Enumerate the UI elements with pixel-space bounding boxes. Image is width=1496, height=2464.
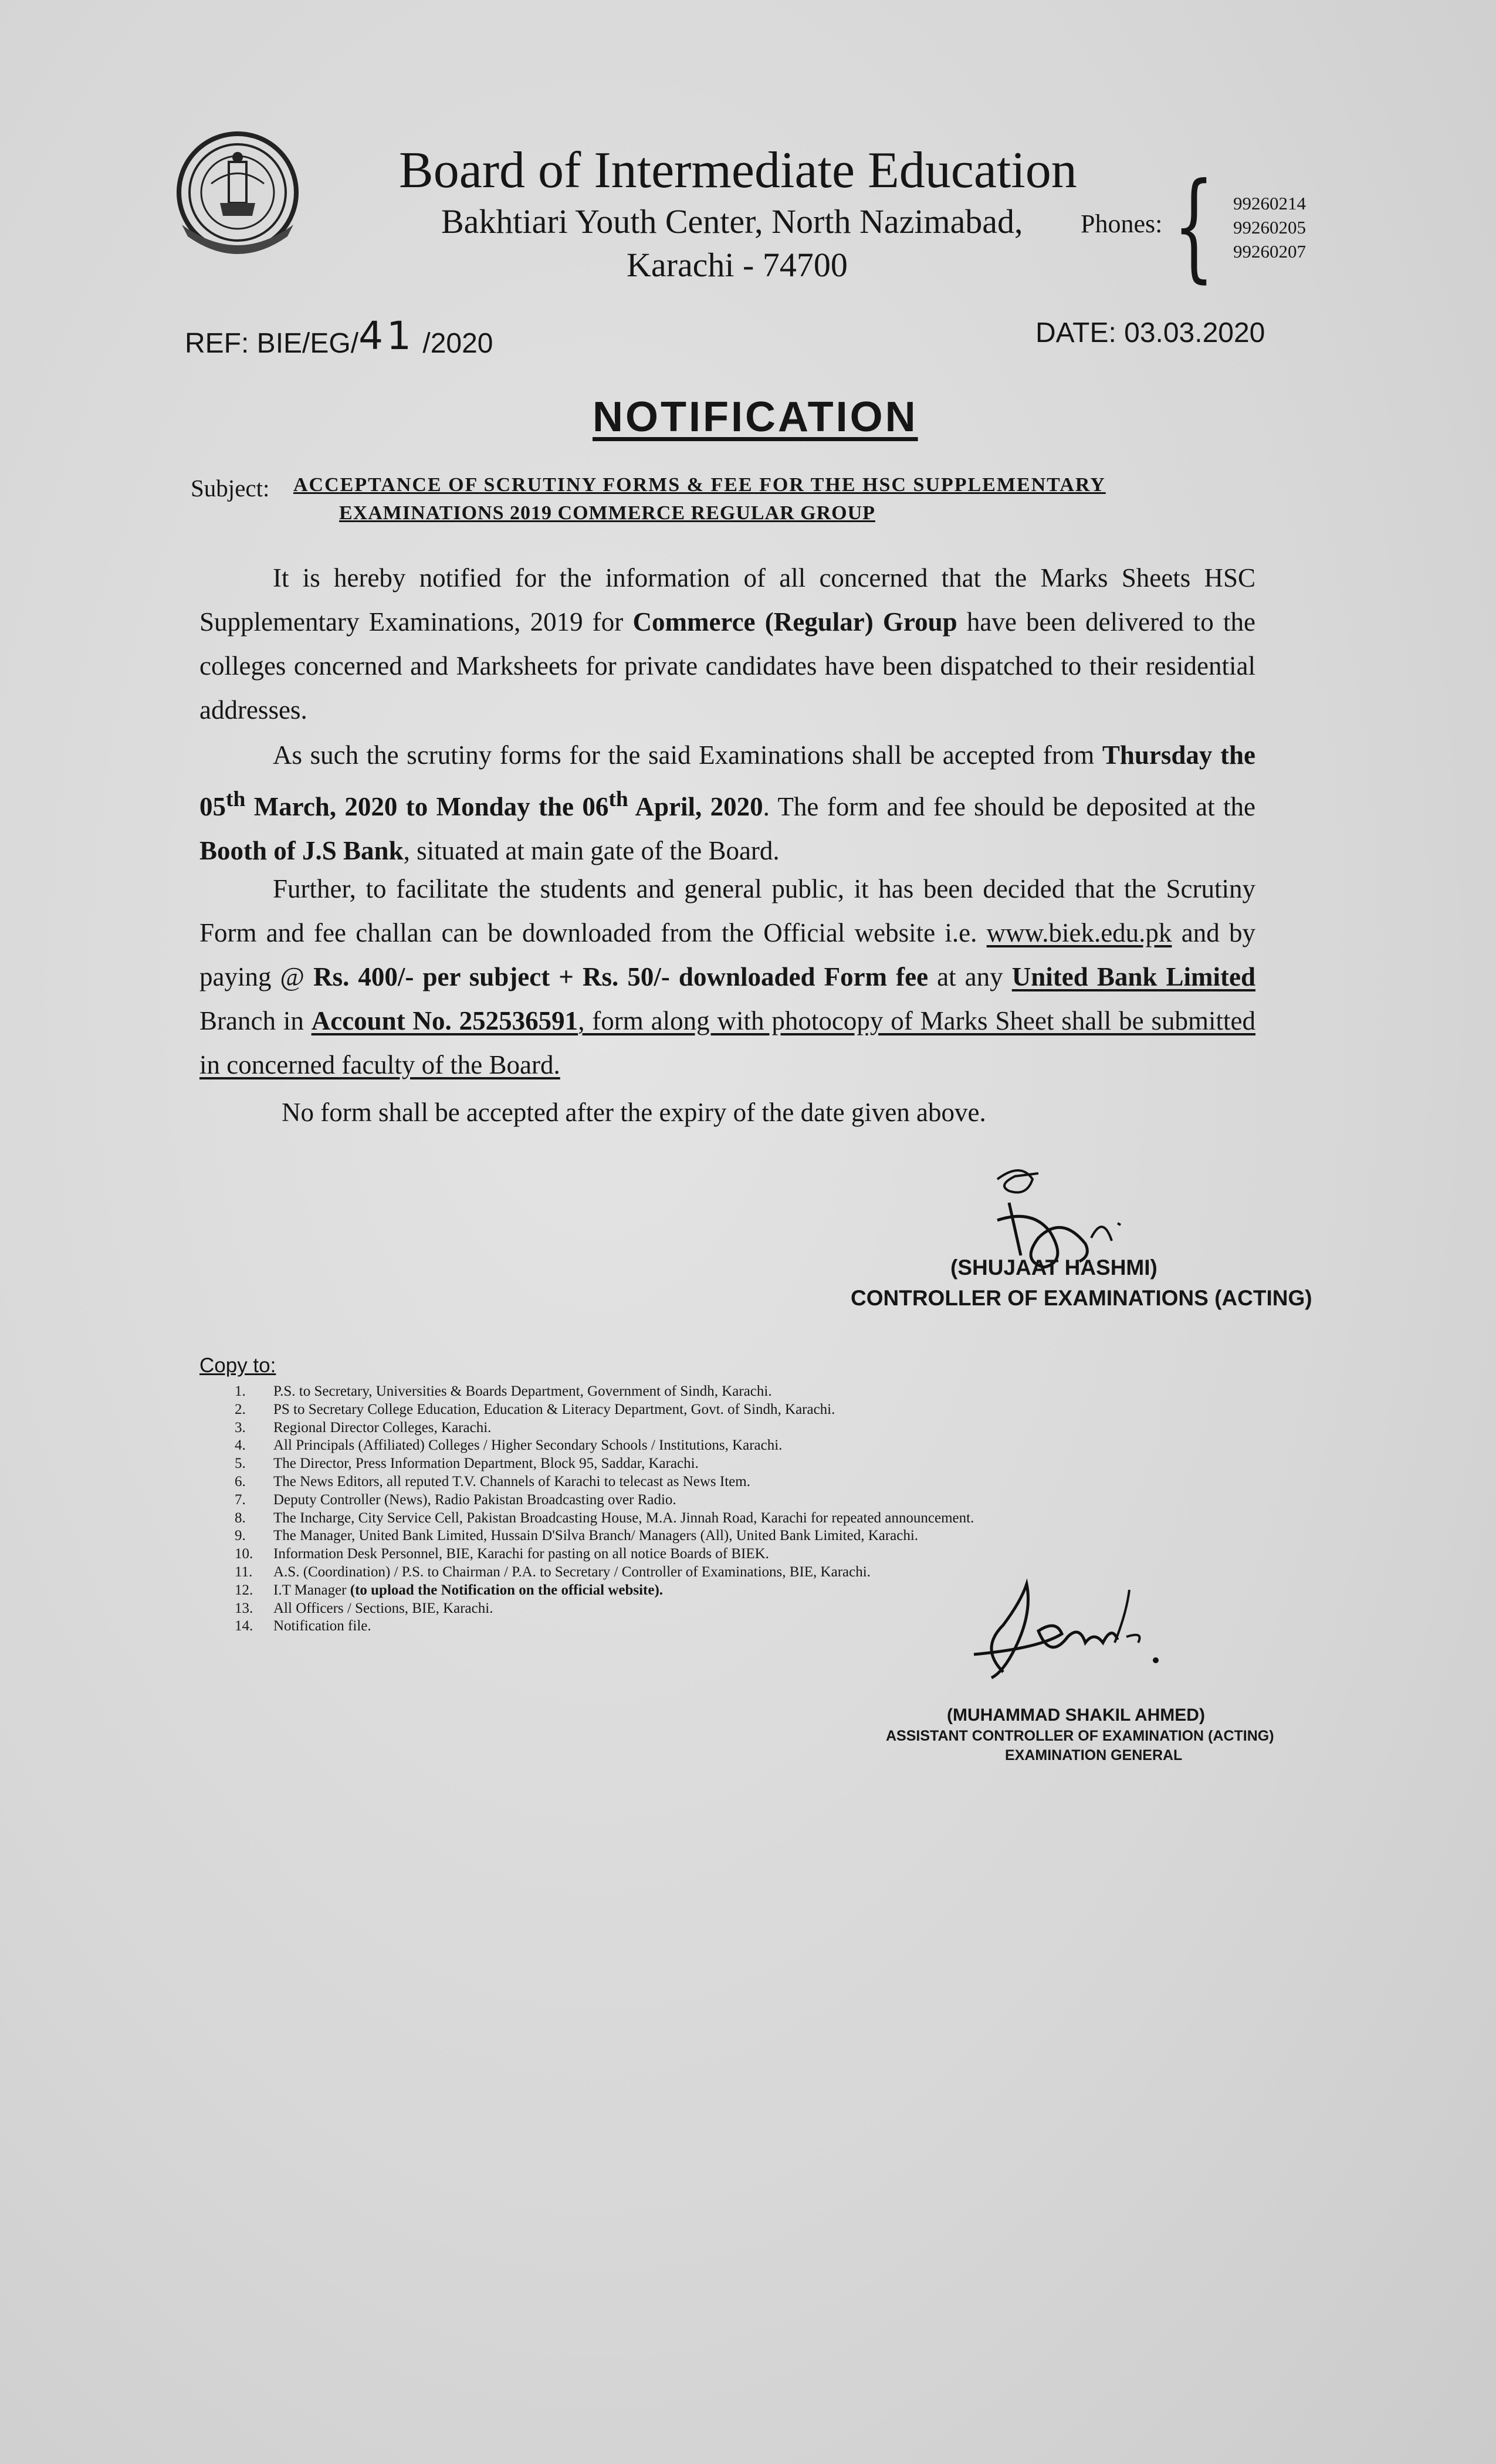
copy-to-list [235,1383,974,1636]
list-item [235,1545,974,1563]
list-number: 14. [235,1618,253,1634]
list-number: 4. [235,1437,246,1454]
ref-handwritten-number: 41 [358,313,415,358]
phone-list [1233,191,1306,263]
para3-text: and by paying @ [199,918,1255,991]
list-text: The News Editors, all reputed T.V. Channels of Karachi to telecast as News Item. [273,1473,750,1490]
signatory-1-title: CONTROLLER OF EXAMINATIONS (ACTING) [851,1286,1312,1310]
list-number: 12. [235,1582,253,1598]
reference-number [185,313,493,362]
list-number: 1. [235,1383,246,1399]
board-seal-logo [170,128,305,263]
list-text: I.T Manager [273,1582,350,1598]
list-text: All Principals (Affiliated) Colleges / Higher Secondary Schools / Institutions, Karachi. [273,1437,783,1454]
para2-text: . The form and fee should be deposited at the [763,792,1255,821]
list-item [235,1473,974,1491]
list-text: The Manager, United Bank Limited, Hussain D'Silva Branch/ Managers (All), United Bank Limited, Karachi. [273,1528,919,1544]
list-text: Deputy Controller (News), Radio Pakistan Broadcasting over Radio. [273,1491,676,1508]
paragraph-1 [199,556,1255,732]
ref-suffix: /2020 [415,328,493,359]
phone-number: 99260205 [1233,217,1306,238]
para2-text: As such the scrutiny forms for the said Examinations shall be accepted from [273,740,1102,770]
list-item [235,1509,974,1528]
list-item [235,1600,974,1618]
subject-line-2: EXAMINATIONS 2019 COMMERCE REGULAR GROUP [339,502,875,524]
subject-line-1: ACCEPTANCE OF SCRUTINY FORMS & FEE FOR THE HSC SUPPLEMENTARY [293,474,1106,496]
assistant-controller-signature [968,1578,1209,1690]
list-item [235,1419,974,1437]
list-number: 3. [235,1419,246,1436]
list-number: 7. [235,1491,246,1508]
list-item [235,1527,974,1545]
address-line-2: Karachi - 74700 [627,246,848,284]
para1-text: have been delivered to the colleges concerned and Marksheets for private candidates have been dispatched to their residential addresses. [199,607,1255,725]
phone-number: 99260214 [1233,193,1306,214]
list-text: PS to Secretary College Education, Education & Literacy Department, Govt. of Sindh, Karachi. [273,1401,835,1417]
list-item [235,1491,974,1509]
list-item [235,1617,974,1636]
para2-bold: Thursday the 05 [199,740,1255,821]
para2-sup: th [608,787,628,811]
account-number: Account No. 252536591 [311,1006,578,1035]
para2-bold: April, 2020 [628,792,763,821]
list-text: All Officers / Sections, BIE, Karachi. [273,1600,493,1616]
list-number: 11. [235,1563,253,1580]
list-number: 6. [235,1473,246,1490]
signatory-2-title: ASSISTANT CONTROLLER OF EXAMINATION (ACTING) [886,1728,1274,1744]
paragraph-3 [199,867,1255,1087]
para2-bold: March, 2020 to Monday the 06 [245,792,609,821]
paragraph-2 [199,733,1255,873]
date: DATE: 03.03.2020 [1035,317,1265,348]
list-item [235,1582,974,1600]
para3-text: Further, to facilitate the students and general public, it has been decided that the Scrutiny Form and fee challan can be downloaded from the Official website i.e. [199,874,1255,947]
signatory-2-department: EXAMINATION GENERAL [1005,1747,1183,1764]
list-number: 10. [235,1546,253,1562]
list-item [235,1437,974,1455]
signatory-1-name: (SHUJAAT HASHMI) [950,1255,1157,1280]
list-number: 13. [235,1600,253,1616]
para2-sup: th [226,787,246,811]
list-text: Regional Director Colleges, Karachi. [273,1419,492,1436]
list-number: 2. [235,1401,246,1417]
org-name: Board of Intermediate Education [399,142,1077,199]
list-number: 5. [235,1456,246,1472]
para3-text: at any [928,962,1012,991]
brace-icon: { [1173,158,1214,295]
signatory-2-name: (MUHAMMAD SHAKIL AHMED) [947,1705,1205,1725]
list-text: The Incharge, City Service Cell, Pakistan Broadcasting House, M.A. Jinnah Road, Karachi for repeated announcement. [273,1509,974,1526]
phones-label: Phones: [1081,209,1163,238]
address-line-1: Bakhtiari Youth Center, North Nazimabad, [441,202,1023,241]
para1-bold: Commerce (Regular) Group [632,607,957,637]
para2-text: , situated at main gate of the Board. [403,836,780,865]
notification-title: NOTIFICATION [593,394,918,441]
copy-to-label: Copy to: [199,1354,276,1377]
list-number: 8. [235,1509,246,1526]
list-item [235,1563,974,1582]
list-text: Notification file. [273,1618,371,1634]
list-text: A.S. (Coordination) / P.S. to Chairman / P.A. to Secretary / Controller of Examinations, BIE, Karachi. [273,1563,871,1580]
list-bold-text: (to upload the Notification on the official website). [350,1582,664,1598]
paragraph-4: No form shall be accepted after the expiry of the date given above. [282,1098,986,1127]
list-number: 9. [235,1528,246,1544]
list-text: The Director, Press Information Department, Block 95, Saddar, Karachi. [273,1456,699,1472]
list-item [235,1401,974,1419]
list-item [235,1455,974,1473]
para3-bold: Rs. 400/- per subject + Rs. 50/- downloaded Form fee [313,962,929,991]
bank-name: United Bank Limited [1011,962,1255,991]
ref-prefix: REF: BIE/EG/ [185,328,359,359]
list-item [235,1383,974,1401]
list-text: P.S. to Secretary, Universities & Boards Department, Government of Sindh, Karachi. [273,1383,772,1399]
subject-label: Subject: [191,475,270,502]
para3-text: Branch in [199,1006,312,1035]
para3-underlined-text: , form along with photocopy of Marks Sheet shall be submitted in concerned faculty of the Board. [199,1006,1255,1079]
phone-number: 99260207 [1233,241,1306,262]
para2-bold: Booth of J.S Bank [199,836,404,865]
list-text: Information Desk Personnel, BIE, Karachi for pasting on all notice Boards of BIEK. [273,1546,769,1562]
para1-text: It is hereby notified for the information of all concerned that the Marks Sheets HSC Supplementary Examinations, 2019 for [199,563,1255,637]
website-link[interactable]: www.biek.edu.pk [986,918,1172,947]
